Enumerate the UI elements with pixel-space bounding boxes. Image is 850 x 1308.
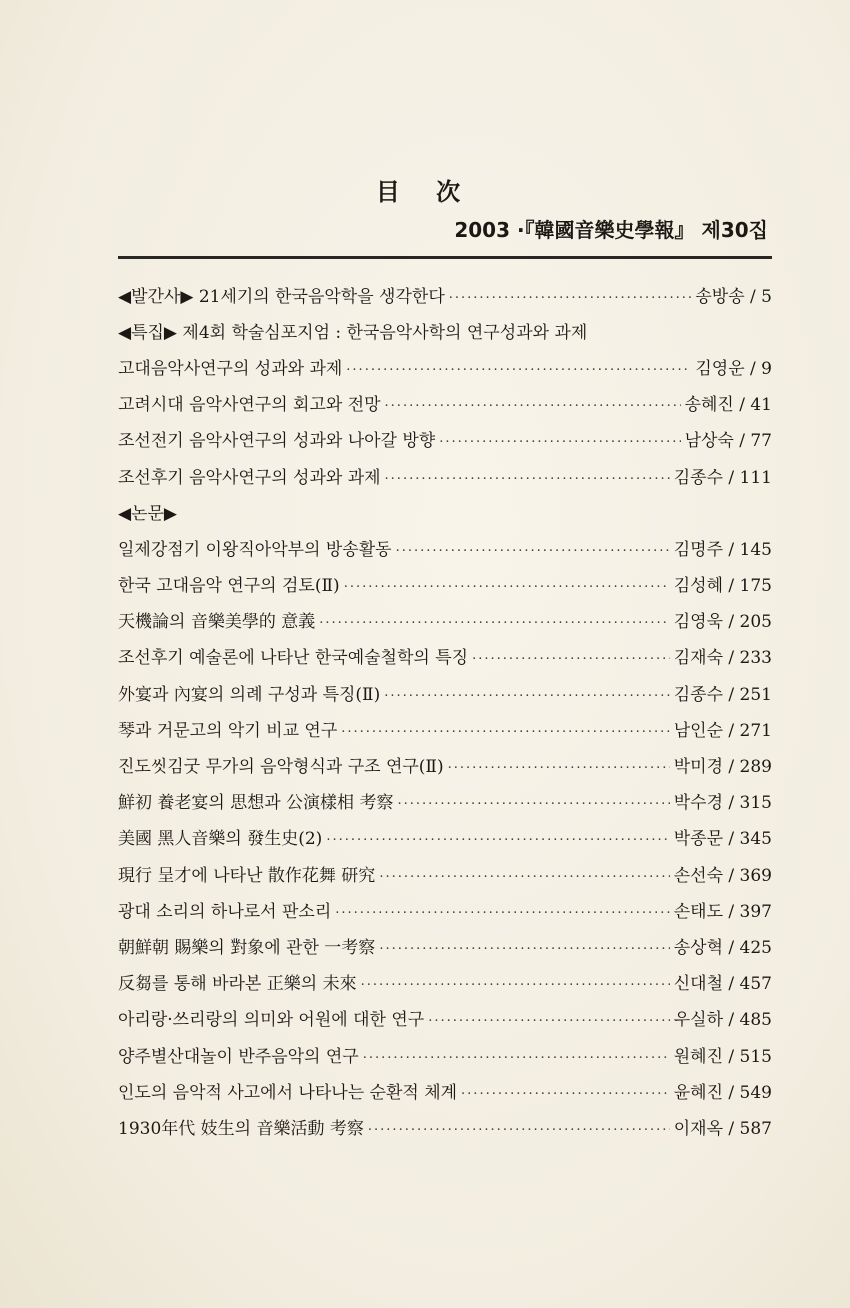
toc-entry-title: 現行 呈才에 나타난 散作花舞 研究 [118,865,376,886]
toc-entry-title: ◀발간사▶ 21세기의 한국음악학을 생각한다 [118,286,445,307]
toc-entry-title: 朝鮮朝 賜樂의 對象에 관한 一考察 [118,937,376,958]
toc-section-heading [118,493,772,529]
toc-entry-title: 琴과 거문고의 악기 비교 연구 [118,720,338,741]
toc-entry-author-page: 박종문 / 345 [673,829,772,850]
dot-leader [368,1119,670,1134]
toc-entry [118,927,772,963]
dot-leader [361,974,670,989]
toc-entry-author-page: 김성혜 / 175 [673,576,772,597]
toc-entry-author-page: 윤혜진 / 549 [673,1082,772,1103]
toc-entry [118,746,772,782]
toc-entry-title: 한국 고대음악 연구의 검토(Ⅱ) [118,576,340,597]
toc-entry-title: 진도씻김굿 무가의 음악형식과 구조 연구(Ⅱ) [118,757,444,778]
dot-leader [319,612,670,627]
dot-leader [449,287,692,302]
toc-entry-author-page: 송방송 / 5 [695,286,772,307]
toc-entry-title: 아리랑·쓰리랑의 의미와 어원에 대한 연구 [118,1010,425,1031]
toc-entry-title: 양주별산대놀이 반주음악의 연구 [118,1046,359,1067]
toc-entry [118,421,772,457]
toc-entry-author-page: 남상숙 / 77 [684,431,772,452]
toc-entry [118,529,772,565]
dot-leader [326,829,669,844]
toc-entry-author-page: 손선숙 / 369 [673,865,772,886]
toc-entry-title: 인도의 음악적 사고에서 나타나는 순환적 체계 [118,1082,458,1103]
toc-entry-title: 鮮初 養老宴의 思想과 公演樣相 考察 [118,793,394,814]
toc-entry-author-page: 박미경 / 289 [673,757,772,778]
toc-entry-title: 1930年代 妓生의 音樂活動 考察 [118,1118,364,1139]
dot-leader [396,540,670,555]
toc-entry [118,457,772,493]
toc-entry-title: 美國 黑人音樂의 發生史(2) [118,829,323,850]
dot-leader [379,938,669,953]
toc-entry [118,1108,772,1144]
toc-entry [118,1036,772,1072]
toc-entry-author-page: 송상혁 / 425 [673,937,772,958]
toc-entry [118,1072,772,1108]
toc-entry [118,710,772,746]
toc-entry-title: 광대 소리의 하나로서 판소리 [118,901,332,922]
toc-section-heading [118,312,772,348]
toc-entry-author-page: 김종수 / 111 [673,467,772,488]
dot-leader [379,866,669,881]
journal-subtitle: 2003 ·『韓國音樂史學報』 제30집 [454,218,768,242]
toc-entry [118,602,772,638]
toc-entry [118,385,772,421]
toc-entry-title: 조선후기 예술론에 나타난 한국예술철학의 특징 [118,648,469,669]
dot-leader [344,576,670,591]
toc-entry-title: 天機論의 音樂美學的 意義 [118,612,316,633]
toc-entry-title: 일제강점기 이왕직아악부의 방송활동 [118,539,392,560]
dot-leader [428,1010,670,1025]
dot-leader [385,395,681,410]
dot-leader [461,1083,670,1098]
dot-leader [439,431,680,446]
toc-entry [118,348,772,384]
dot-leader [472,648,670,663]
toc-entry-author-page: 김명주 / 145 [673,539,772,560]
toc-entry-author-page: 김영운 / 9 [695,358,772,379]
page-title: 目 次 [375,178,475,206]
toc-entry-author-page: 원혜진 / 515 [673,1046,772,1067]
toc-entry [118,855,772,891]
toc-entry-author-page: 김재숙 / 233 [673,648,772,669]
dot-leader [385,468,670,483]
dot-leader [448,757,670,772]
toc-entry-title: ◀논문▶ [118,503,177,524]
toc-entry-author-page: 김영욱 / 205 [673,612,772,633]
toc-entry-title: ◀특집▶ 제4회 학술심포지엄 : 한국음악사학의 연구성과와 과제 [118,322,588,343]
toc-entry [118,638,772,674]
toc-entry-title: 고려시대 음악사연구의 회고와 전망 [118,395,381,416]
dot-leader [397,793,669,808]
toc-entry [118,566,772,602]
toc-entry-author-page: 남인순 / 271 [673,720,772,741]
dot-leader [346,359,691,374]
title-rule [118,256,772,259]
toc-entry [118,276,772,312]
toc-entry-author-page: 박수경 / 315 [673,793,772,814]
dot-leader [384,685,670,700]
toc-entry-author-page: 신대철 / 457 [673,974,772,995]
dot-leader [363,1047,670,1062]
toc-entry-title: 外宴과 內宴의 의례 구성과 특징(Ⅱ) [118,684,381,705]
toc-entry-author-page: 송혜진 / 41 [684,395,772,416]
toc-entry [118,891,772,927]
toc-entry-title: 고대음악사연구의 성과와 과제 [118,358,343,379]
toc-entry-title: 조선전기 음악사연구의 성과와 나아갈 방향 [118,431,436,452]
toc-entry-title: 反芻를 통해 바라본 正樂의 未來 [118,974,357,995]
toc-entry-author-page: 우실하 / 485 [673,1010,772,1031]
toc-entry-title: 조선후기 음악사연구의 성과와 과제 [118,467,381,488]
toc-entry [118,1000,772,1036]
dot-leader [341,721,669,736]
dot-leader [335,902,669,917]
toc-entry [118,783,772,819]
toc-entry-author-page: 이재옥 / 587 [673,1118,772,1139]
table-of-contents [118,276,772,1145]
toc-entry [118,674,772,710]
toc-entry-author-page: 손태도 / 397 [673,901,772,922]
toc-entry-author-page: 김종수 / 251 [673,684,772,705]
toc-entry [118,819,772,855]
toc-entry [118,964,772,1000]
